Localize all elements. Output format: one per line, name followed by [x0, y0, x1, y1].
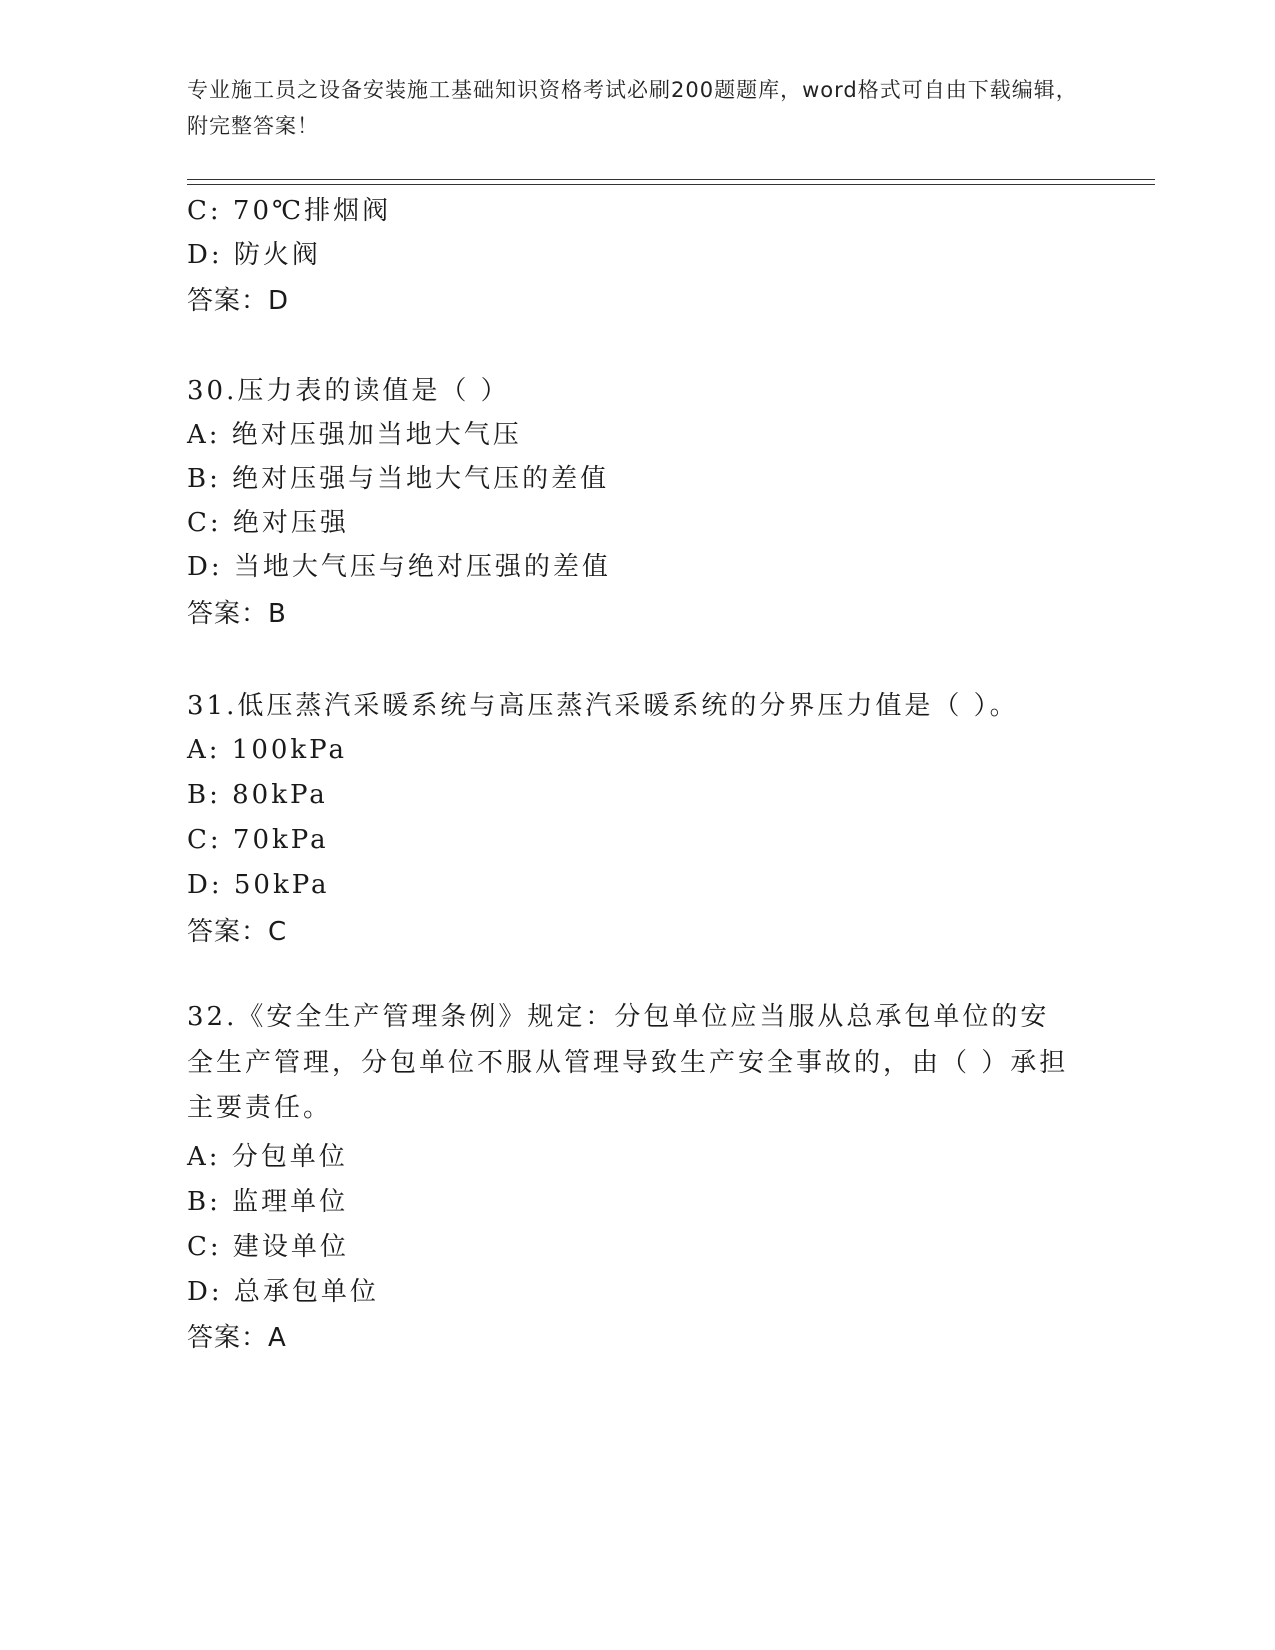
q30-stem: 30.压力表的读值是（ ）: [187, 376, 510, 406]
q30-option-a: A: 绝对压强加当地大气压: [187, 420, 522, 450]
q29-option-d: D: 防火阀: [187, 240, 321, 270]
q31-option-a: A: 100kPa: [187, 735, 348, 765]
header-divider-second: [187, 184, 1155, 185]
q31-answer: 答案：C: [187, 917, 288, 947]
q32-stem: 32.《安全生产管理条例》规定：分包单位应当服从总承包单位的安全生产管理，分包单位不服从管理导致生产安全事故的，由（ ）承担主要责任。: [187, 1002, 1069, 1123]
q31-option-b: B: 80kPa: [187, 780, 328, 810]
q30-option-d: D: 当地大气压与绝对压强的差值: [187, 552, 611, 582]
header-divider: [187, 179, 1155, 180]
q32-option-b: B: 监理单位: [187, 1187, 349, 1217]
q32-answer: 答案：A: [187, 1323, 287, 1353]
q31-option-c: C: 70kPa: [187, 825, 329, 855]
q30-option-c: C: 绝对压强: [187, 508, 349, 538]
q29-answer: 答案：D: [187, 286, 290, 316]
q31-option-d: D: 50kPa: [187, 870, 330, 900]
document-header: 专业施工员之设备安装施工基础知识资格考试必刷200题题库，word格式可自由下载编辑，附完整答案！: [187, 78, 1078, 138]
q30-answer: 答案：B: [187, 599, 287, 629]
q32-option-d: D: 总承包单位: [187, 1277, 379, 1307]
q31-stem: 31.低压蒸汽采暖系统与高压蒸汽采暖系统的分界压力值是（ ）。: [187, 691, 1019, 721]
q32-option-c: C: 建设单位: [187, 1232, 349, 1262]
q29-option-c: C: 70℃排烟阀: [187, 196, 392, 226]
q30-option-b: B: 绝对压强与当地大气压的差值: [187, 464, 610, 494]
q32-option-a: A: 分包单位: [187, 1142, 348, 1172]
